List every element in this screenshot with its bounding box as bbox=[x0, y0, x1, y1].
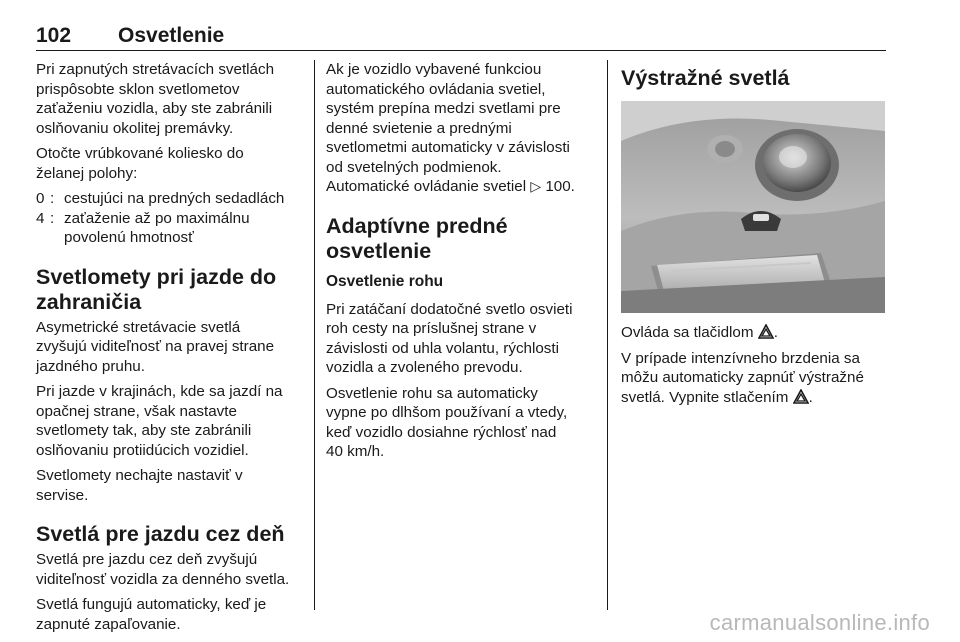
thumbwheel-instruction: Otočte vrúbkované koliesko do želanej polohy: bbox=[36, 145, 244, 182]
cornering-paragraph-2: Osvetlenie rohu sa automaticky vypne po dlhšom používaní a vtedy, keď vozidlo dosiahne rýchlosť nad 40 km/h. bbox=[326, 384, 568, 460]
column-3 bbox=[621, 60, 887, 413]
column-divider-1 bbox=[314, 60, 315, 610]
position-text: cestujúci na predných sedadlách bbox=[64, 190, 285, 207]
position-key: 0 bbox=[36, 190, 45, 207]
cornering-paragraph-1: Pri zatáčaní dodatočné svetlo osvieti roh cesty na príslušnej strane v závislosti od uhla volantu, rýchlosti vozidla a zvoleného prevodu. bbox=[326, 300, 573, 376]
heading-adaptive-lighting: Adaptívne predné osvetlenie bbox=[326, 213, 508, 263]
position-list bbox=[36, 189, 302, 248]
hazard-button-paragraph: Ovláda sa tlačidlom . bbox=[621, 324, 778, 341]
hazard-triangle-icon bbox=[793, 389, 809, 404]
hazard-triangle-icon bbox=[758, 324, 774, 339]
heading-daytime-running-lights: Svetlá pre jazdu cez deň bbox=[36, 522, 285, 546]
auto-light-paragraph: Ak je vozidlo vybavené funkciou automatického ovládania svetiel, systém prepína medzi svetlami pre denné svietenie a prednými svetlometmi automaticky v závislosti od svetelných podmienok. Automatické ovládanie svetiel ▷ 100. bbox=[326, 61, 575, 195]
header-divider bbox=[36, 50, 886, 51]
heading-headlights-abroad: Svetlomety pri jazde do zahraničia bbox=[36, 264, 277, 314]
page-ref-arrow-icon: ▷ bbox=[530, 178, 542, 194]
list-item: 4 : zaťaženie až po maximálnu povolenú hmotnosť bbox=[36, 209, 302, 248]
column-divider-2 bbox=[607, 60, 608, 610]
watermark: carmanualsonline.info bbox=[709, 610, 930, 635]
page-number: 102 bbox=[36, 24, 72, 47]
heading-cornering-light: Osvetlenie rohu bbox=[326, 272, 444, 290]
headlight-range-paragraph: Pri zapnutých stretávacích svetlách prispôsobte sklon svetlometov zaťaženiu vozidla, aby ste zabránili oslňovaniu okolitej premávky. bbox=[36, 61, 275, 137]
service-paragraph: Svetlomety nechajte nastaviť v servise. bbox=[36, 467, 243, 504]
position-text: zaťaženie až po maximálnu povolenú hmotnosť bbox=[64, 209, 250, 246]
page-reference: 100. bbox=[545, 178, 575, 195]
abroad-paragraph: Pri jazde v krajinách, kde sa jazdí na opačnej strane, však nastavte svetlomety tak, aby ste zabránili oslňovaniu protiidúcich vozidiel. bbox=[36, 383, 283, 459]
section-title: Osvetlenie bbox=[118, 24, 225, 47]
column-2 bbox=[326, 60, 594, 468]
drl-paragraph-1: Svetlá pre jazdu cez deň zvyšujú viditeľnosť vozidla za denného svetla. bbox=[36, 551, 290, 588]
hazard-switch-photo bbox=[621, 101, 885, 313]
asymmetric-paragraph: Asymetrické stretávacie svetlá zvyšujú viditeľnosť na pravej strane jazdného pruhu. bbox=[36, 318, 275, 375]
column-1 bbox=[36, 60, 302, 640]
position-key: 4 bbox=[36, 209, 45, 227]
list-item: 0 : cestujúci na predných sedadlách bbox=[36, 189, 302, 209]
heading-hazard-lights: Výstražné svetlá bbox=[621, 66, 790, 90]
hazard-braking-paragraph: V prípade intenzívneho brzdenia sa môžu automaticky zapnúť výstražné svetlá. Vypnite stlačením . bbox=[621, 349, 864, 406]
drl-paragraph-2: Svetlá fungujú automaticky, keď je zapnuté zapaľovanie. bbox=[36, 596, 267, 633]
